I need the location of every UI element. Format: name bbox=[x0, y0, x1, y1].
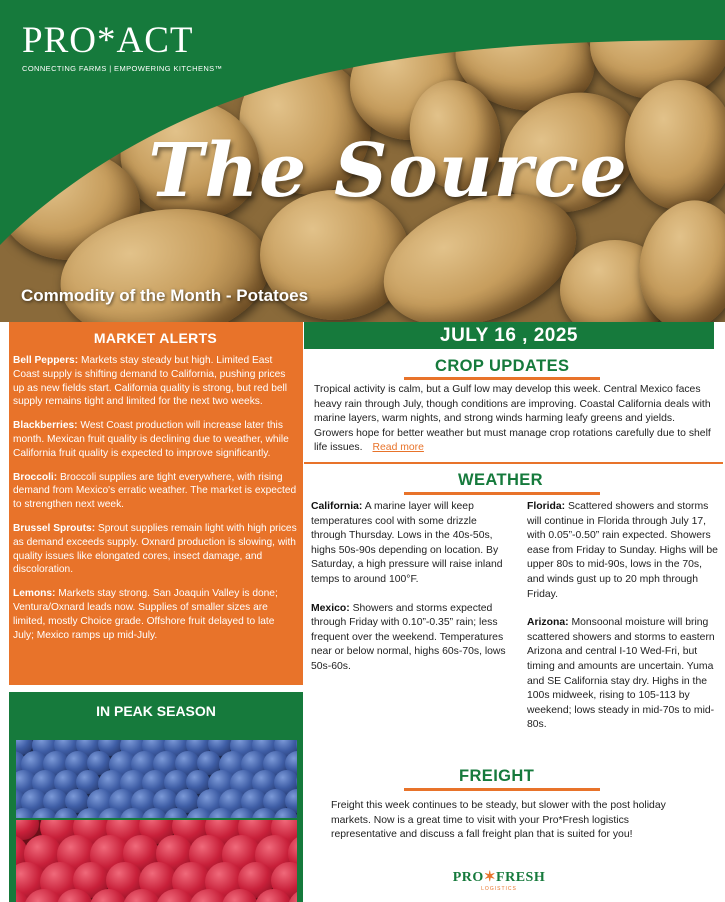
weather-item bbox=[527, 500, 719, 602]
raspberries-image bbox=[16, 820, 297, 902]
freight-underline bbox=[404, 788, 600, 791]
alert-text: West Coast production will increase later this month. Mexican fruit quality is declining due to weather, while California fruit quality is expected to improve significantly. bbox=[13, 420, 289, 459]
weather-item bbox=[527, 616, 719, 733]
weather-item bbox=[311, 602, 507, 675]
alert-text: Sprout supplies remain light with high prices as demand exceeds supply. Oxnard production is slowing, with quality issues like elongated cores, insect damage, and discoloration. bbox=[13, 522, 297, 576]
weather-region: Mexico: bbox=[311, 602, 350, 614]
alert-head: Lemons: bbox=[13, 588, 56, 600]
alert-item bbox=[13, 354, 298, 409]
alert-text: Markets stay strong. San Joaquin Valley is done; Ventura/Oxnard leads now. Supplies of smaller sizes are limited, mostly Choice grade. Offshore fruit delayed to late July; Mexico ramps up mid-July. bbox=[13, 588, 278, 641]
alert-item bbox=[13, 522, 298, 577]
weather-region: California: bbox=[311, 501, 363, 512]
alert-text: Broccoli supplies are tight everywhere, with rising demand from Mexico's erratic weather. The market is expected to strengthen next week. bbox=[13, 471, 297, 511]
hero-banner bbox=[0, 0, 725, 322]
weather-region: Florida: bbox=[527, 501, 566, 512]
crop-updates-text: Tropical activity is calm, but a Gulf low may develop this week. Central Mexico faces heavy rain through July, though conditions are improving. Coastal California deals with marine layers, warm nights, and strong winds harming leafy greens and yields. Growers hope for better weather but must manage crop rotations carefully due to shelf life issues. bbox=[314, 384, 711, 454]
alert-item bbox=[13, 587, 298, 642]
weather-underline bbox=[404, 492, 600, 495]
newsletter-title: The Source bbox=[148, 128, 628, 214]
market-alerts-panel bbox=[9, 322, 303, 685]
alert-text: Markets stay steady but high. Limited East Coast supply is shifting demand to California, pushing prices up as new fields start. California quality is strong, but red bell supply remains tight and limited for the next two weeks. bbox=[13, 355, 288, 408]
section-divider bbox=[304, 462, 723, 464]
weather-text: Showers and storms expected through Friday with 0.10”-0.35” rain; less frequent over the weekend. Temperatures near or below normal, highs 60s-70s, lows 50s-60s. bbox=[311, 602, 506, 672]
alert-item bbox=[13, 419, 298, 460]
weather-item bbox=[311, 500, 507, 588]
alert-head: Brussel Sprouts: bbox=[13, 522, 96, 534]
weather-text: Monsoonal moisture will bring scattered showers and storms to eastern Arizona and central I-10 Wed-Fri, but timing and amounts are uncertain. Yuma and SE California stay dry. Highs in the 100s midweek, rising to 105-113 by weekend; lows steady in mid-70s to mid-80s. bbox=[527, 617, 715, 731]
logo-tagline: CONNECTING FARMS | EMPOWERING KITCHENS™ bbox=[22, 64, 223, 73]
alert-head: Broccoli: bbox=[13, 471, 58, 483]
freight-body: Freight this week continues to be steady, but slower with the post holiday markets. Now is a great time to visit with your Pro*Fresh logistics representative and discuss a fall freight plan that is suited for you! bbox=[331, 800, 666, 841]
profresh-logo-text: PRO✶FRESH bbox=[452, 870, 546, 885]
peak-season-title: IN PEAK SEASON bbox=[96, 703, 216, 719]
alert-head: Blackberries: bbox=[13, 420, 78, 432]
proact-logo bbox=[22, 22, 222, 73]
crop-updates-body bbox=[314, 383, 714, 456]
weather-region: Arizona: bbox=[527, 617, 569, 629]
alert-head: Bell Peppers: bbox=[13, 355, 79, 366]
issue-date: JULY 16 , 2025 bbox=[304, 322, 714, 349]
weather-text: A marine layer will keep temperatures cool with some drizzle through Thursday. Lows in the 40s-50s, highs 50s-90s depending on location. By Saturday, a high pressure will raise inland temps to around 100°F. bbox=[311, 501, 503, 585]
profresh-logo bbox=[443, 869, 555, 892]
crop-updates-underline bbox=[404, 377, 600, 380]
profresh-logo-sub: LOGISTICS bbox=[481, 886, 517, 892]
weather-text: Scattered showers and storms will continue in Florida through July 17, with 0.05”-0.50” rain expected. Showers ease from Friday to Sunday. Highs will be upper 80s to mid-90s, lows in the 70s, and winds gust up to 20 mph through Friday. bbox=[527, 501, 718, 600]
freight-title: FREIGHT bbox=[459, 767, 535, 785]
weather-title: WEATHER bbox=[458, 471, 543, 489]
logo-text: PRO*ACT bbox=[22, 20, 194, 61]
crop-updates-title: CROP UPDATES bbox=[435, 357, 570, 375]
read-more-link[interactable]: Read more bbox=[372, 442, 424, 454]
peak-season-panel bbox=[9, 692, 303, 902]
market-alerts-title: MARKET ALERTS bbox=[93, 330, 218, 346]
weather-right-column bbox=[527, 500, 719, 747]
commodity-of-month: Commodity of the Month - Potatoes bbox=[21, 286, 309, 305]
blueberries-image bbox=[16, 740, 297, 818]
alert-item bbox=[13, 471, 298, 512]
weather-left-column bbox=[311, 500, 507, 689]
